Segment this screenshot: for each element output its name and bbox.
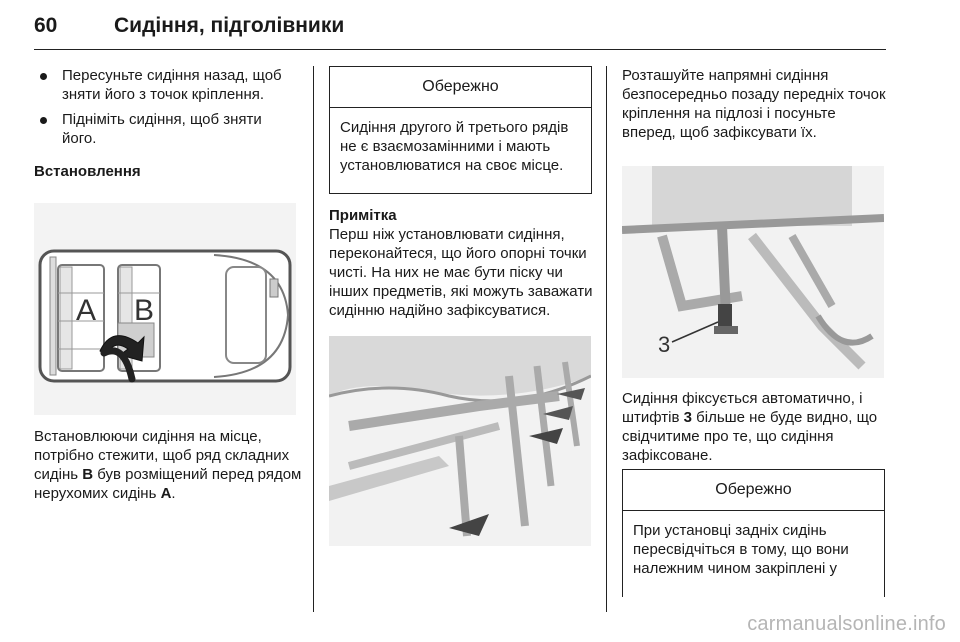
left-caption: Встановлюючи сидіння на місце, потрібно стежити, щоб ряд складних сидінь B був розміщений перед рядом нерухомих сидінь A. [34, 428, 302, 502]
callout-label-3: 3 [658, 332, 671, 357]
label-b: B [134, 294, 155, 327]
bullet-icon [40, 117, 47, 124]
right-para-2: Сидіння фіксується автоматично, і штифтів 3 більше не буде видно, що свідчитиме про те, що сидіння зафіксоване. [622, 390, 878, 464]
note-title: Примітка [329, 207, 397, 224]
van-diagram [34, 203, 296, 415]
bullet-icon [40, 73, 47, 80]
page-header [34, 12, 886, 52]
seat-rails-illustration [329, 336, 591, 546]
caution-box-1 [329, 66, 592, 194]
caution-text: При установці задніх сидінь пересвідчіться в тому, що вони належним чином закріплені у [633, 522, 849, 577]
list-item: Підніміть сидіння, щоб зняти його. [34, 110, 300, 148]
column-divider-2 [606, 66, 607, 612]
caution-box-2 [622, 469, 885, 597]
header-rule [34, 49, 886, 50]
caution-title: Обережно [330, 67, 591, 108]
label-a: A [76, 294, 97, 327]
caution-text: Сидіння другого й третього рядів не є взаємозамінними і мають установлюватися на своє місце. [340, 119, 569, 174]
seat-base-figure [329, 336, 591, 546]
note-text: Перш ніж установлювати сидіння, переконайтеся, що його опорні точки чисті. На них не має бути піску чи інших предметів, які можуть заважати сидінню надійно зафіксуватися. [329, 226, 593, 319]
list-item: Пересуньте сидіння назад, щоб зняти його з точок кріплення. [34, 66, 300, 104]
note-block [329, 206, 595, 320]
rail-lock-illustration [622, 166, 884, 378]
rail-lock-figure [622, 166, 884, 378]
bullet-list [34, 66, 300, 148]
seat-layout-figure [34, 203, 296, 415]
page-number: 60 [34, 14, 58, 37]
right-para-1: Розташуйте напрямні сидіння безпосередньо позаду передніх точок кріплення на підлозі і посуньте вперед, щоб зафіксувати їх. [622, 67, 886, 141]
column-divider-1 [313, 66, 314, 612]
section-heading: Встановлення [34, 163, 141, 180]
page-title: Сидіння, підголівники [114, 14, 345, 37]
watermark: carmanualsonline.info [747, 613, 946, 635]
left-column [34, 66, 300, 181]
caution-title: Обережно [623, 470, 884, 511]
